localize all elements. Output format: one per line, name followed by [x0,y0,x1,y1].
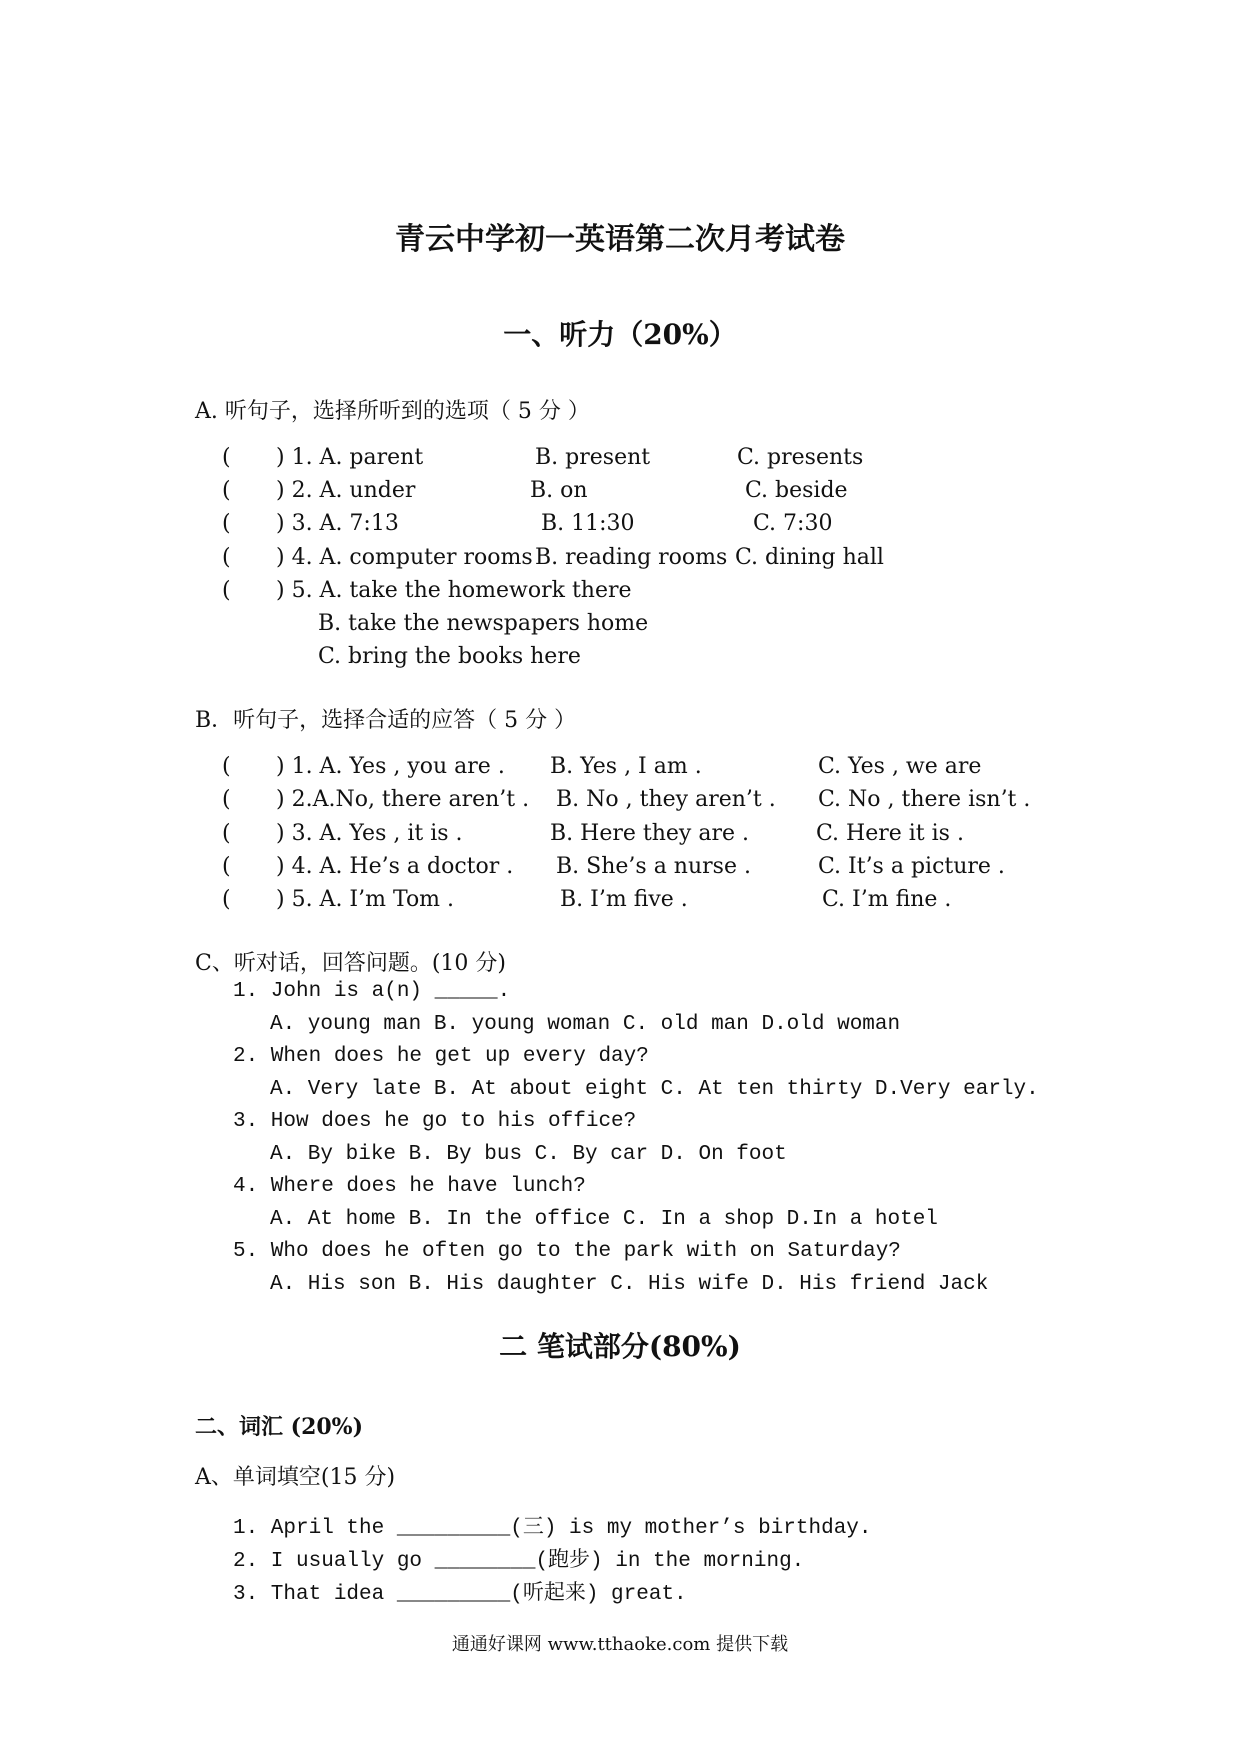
answer-paren[interactable]: ( [222,787,231,812]
footer-download-note: 通通好课网 www.tthaoke.com 提供下载 [451,1634,789,1655]
question: 1. John is a(n) _____. [233,980,511,1003]
options: A. young man B. young woman C. old man D.old woman [270,1013,901,1036]
option-c: C. Here it is . [816,821,964,846]
option-b: B. reading rooms [535,545,728,570]
option-c: C. 7:30 [753,511,833,536]
question-option-a: ) 2. A. under [276,478,416,503]
option-c: C. Yes , we are [818,754,982,779]
answer-paren[interactable]: ( [222,511,231,536]
answer-paren[interactable]: ( [222,478,231,503]
answer-paren[interactable]: ( [222,445,231,470]
option-c: C. presents [737,445,864,470]
answer-paren[interactable]: ( [222,821,231,846]
option-b: B. Yes , I am . [550,754,702,779]
answer-paren[interactable]: ( [222,578,231,603]
question-option-a: ) 2.A.No, there aren’t . [276,787,530,812]
part-a-heading: A. 听句子，选择所听到的选项（ 5 分 ） [195,399,590,424]
option-b: B. No , they aren’t . [556,787,776,812]
question: 2. When does he get up every day? [233,1045,649,1068]
option-b: B. Here they are . [550,821,749,846]
option-b: B. 11:30 [541,511,635,536]
options: A. Very late B. At about eight C. At ten thirty D.Very early. [270,1078,1039,1101]
answer-paren[interactable]: ( [222,854,231,879]
question-option-a: ) 1. A. parent [276,445,424,470]
option-b: B. take the newspapers home [318,611,649,636]
question-option-a: ) 5. A. take the homework there [276,578,632,603]
option-b: B. on [530,478,588,503]
option-c: C. dining hall [735,545,884,570]
part-b-heading: B．听句子，选择合适的应答（ 5 分 ） [195,708,577,733]
vocab-a-heading: A、单词填空(15 分) [195,1465,396,1490]
option-c: C. I’m fine . [822,887,952,912]
answer-paren[interactable]: ( [222,887,231,912]
question-option-a: ) 4. A. computer rooms [276,545,533,570]
options: A. At home B. In the office C. In a shop D.In a hotel [270,1208,938,1231]
option-b: B. She’s a nurse . [556,854,751,879]
option-c: C. bring the books here [318,644,581,669]
question-option-a: ) 3. A. Yes , it is . [276,821,463,846]
question-option-a: ) 4. A. He’s a doctor . [276,854,514,879]
section-written-title: 二 笔试部分(80%) [499,1330,741,1363]
options: A. By bike B. By bus C. By car D. On foot [270,1143,787,1166]
fill-blank-item: 1. April the _________(三) is my mother’s birthday. [233,1517,872,1540]
answer-paren[interactable]: ( [222,754,231,779]
part-c-heading: C、听对话，回答问题。(10 分) [195,951,506,976]
question-option-a: ) 5. A. I’m Tom . [276,887,455,912]
options: A. His son B. His daughter C. His wife D. His friend Jack [270,1273,989,1296]
section-listening-title: 一、听力（20%） [503,318,737,351]
question-option-a: ) 3. A. 7:13 [276,511,399,536]
question: 4. Where does he have lunch? [233,1175,586,1198]
fill-blank-item: 3. That idea _________(听起来) great. [233,1583,687,1606]
option-b: B. I’m five . [560,887,688,912]
fill-blank-item: 2. I usually go ________(跑步) in the morning. [233,1550,805,1573]
answer-paren[interactable]: ( [222,545,231,570]
question-option-a: ) 1. A. Yes , you are . [276,754,505,779]
option-c: C. beside [745,478,848,503]
vocab-heading: 二、词汇 (20%) [195,1414,363,1440]
option-c: C. It’s a picture . [818,854,1005,879]
option-b: B. present [535,445,651,470]
exam-title: 青云中学初一英语第二次月考试卷 [395,222,845,257]
question: 3. How does he go to his office? [233,1110,637,1133]
option-c: C. No , there isn’t . [818,787,1031,812]
question: 5. Who does he often go to the park with on Saturday? [233,1240,901,1263]
